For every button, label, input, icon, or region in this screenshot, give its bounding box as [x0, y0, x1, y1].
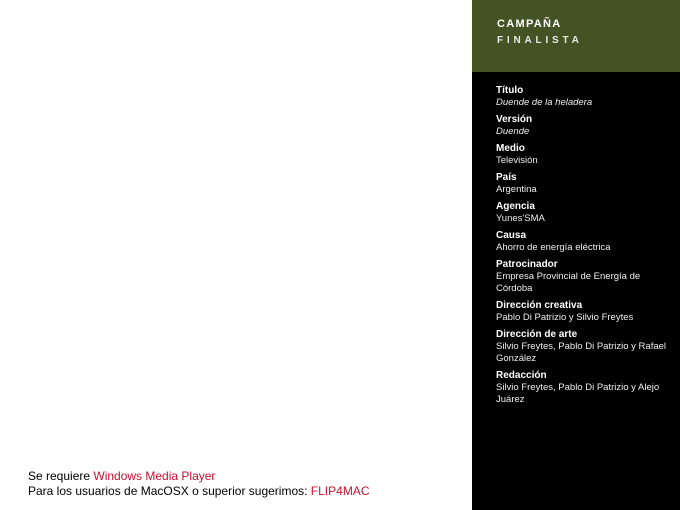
detail-value: Ahorro de energía eléctrica: [496, 242, 611, 253]
detail-row-titulo: [496, 85, 668, 109]
detail-row-causa: [496, 230, 668, 254]
detail-row-redaccion: [496, 370, 668, 406]
campaign-details: [496, 85, 668, 411]
requirement-text: Para los usuarios de MacOSX o superior sugerimos:: [28, 484, 311, 498]
detail-label: Dirección de arte: [496, 329, 578, 340]
detail-row-agencia: [496, 201, 668, 225]
detail-row-direccion-creativa: [496, 300, 668, 324]
detail-value: Silvio Freytes, Pablo Di Patrizio y Alejo Juárez: [496, 382, 660, 405]
requirement-line-mac: [28, 484, 369, 499]
detail-row-version: [496, 114, 668, 138]
detail-row-medio: [496, 143, 668, 167]
detail-value: Pablo Di Patrizio y Silvio Freytes: [496, 312, 634, 323]
detail-label: Agencia: [496, 201, 535, 212]
windows-media-player-link[interactable]: Windows Media Player: [93, 469, 216, 483]
detail-label: Medio: [496, 143, 525, 154]
detail-row-patrocinador: [496, 259, 668, 295]
campaign-header: [472, 0, 680, 72]
detail-value: Duende de la heladera: [496, 97, 593, 108]
detail-label: Título: [496, 85, 524, 96]
campaign-sidebar: [472, 0, 680, 510]
detail-label: Causa: [496, 230, 527, 241]
detail-value: Yunes'SMA: [496, 213, 545, 224]
detail-label: País: [496, 172, 517, 183]
detail-label: Dirección creativa: [496, 300, 583, 311]
detail-row-pais: [496, 172, 668, 196]
campaign-status: FINALISTA: [497, 35, 583, 46]
detail-label: Versión: [496, 114, 533, 125]
detail-value: Duende: [496, 126, 530, 137]
flip4mac-link[interactable]: FLIP4MAC: [310, 484, 370, 498]
detail-label: Patrocinador: [496, 259, 558, 270]
requirement-text: Se requiere: [28, 469, 94, 483]
detail-value: Argentina: [496, 184, 537, 195]
detail-value: Empresa Provincial de Energía de Córdoba: [496, 271, 641, 294]
detail-row-direccion-arte: [496, 329, 668, 365]
detail-label: Redacción: [496, 370, 547, 381]
player-requirements: [28, 469, 369, 499]
campaign-title: CAMPAÑA: [497, 18, 562, 30]
detail-value: Silvio Freytes, Pablo Di Patrizio y Rafael González: [496, 341, 667, 364]
requirement-line-windows: [28, 469, 369, 484]
detail-value: Televisión: [496, 155, 538, 166]
